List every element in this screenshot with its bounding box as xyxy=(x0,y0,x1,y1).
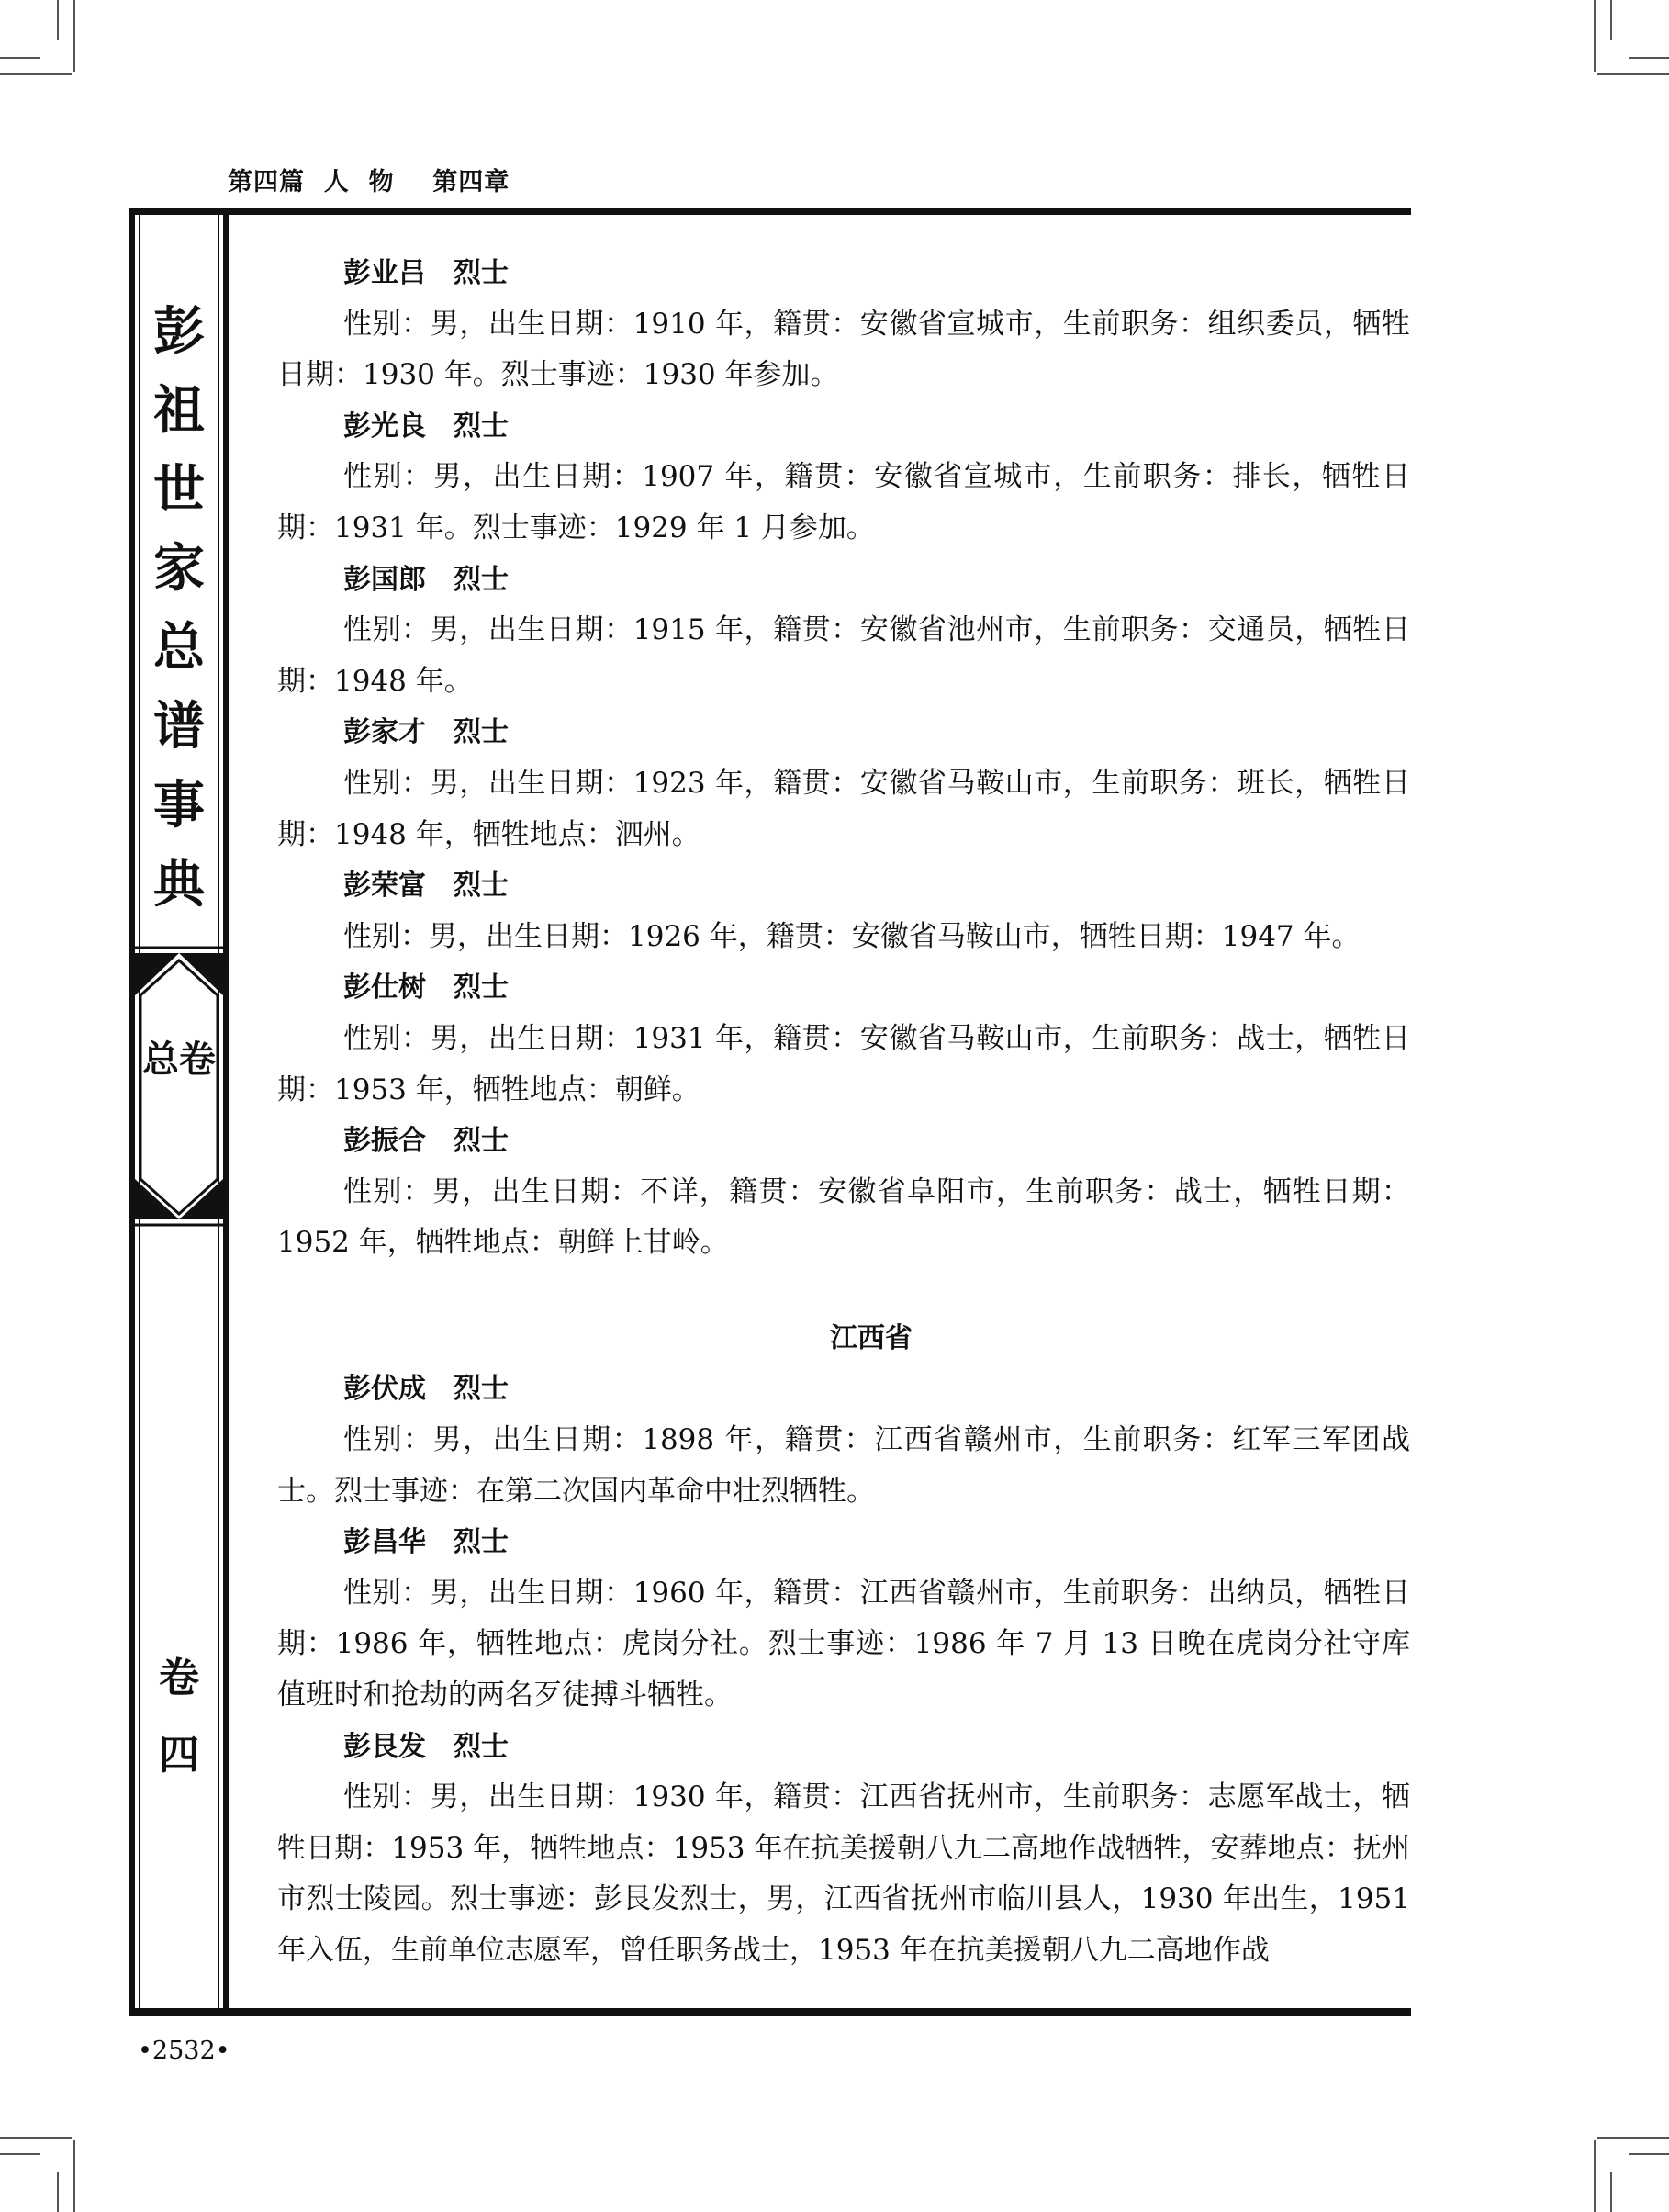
entry-name: 彭家才 烈士 xyxy=(343,716,509,749)
entry-name: 彭业吕 烈士 xyxy=(343,257,509,289)
top-rule xyxy=(129,208,1411,215)
main-content xyxy=(277,248,1410,1977)
entry-name: 彭振合 烈士 xyxy=(343,1125,509,1158)
entry-body: 性别：男，出生日期：不详，籍贯：安徽省阜阳市，生前职务：战士，牺牲日期：1952 年，牺牲地点：朝鲜上甘岭。 xyxy=(277,1174,1410,1260)
crop-mark xyxy=(1629,2153,1669,2155)
crop-mark xyxy=(73,0,75,72)
crop-mark xyxy=(1594,2140,1596,2212)
sidebar-book-title: 彭祖世家总谱事典 xyxy=(153,301,205,915)
entry-name: 彭光良 烈士 xyxy=(343,410,509,443)
crop-mark xyxy=(0,2137,72,2139)
crop-mark xyxy=(1610,0,1612,40)
crop-mark xyxy=(73,2140,75,2212)
entry-body: 性别：男，出生日期：1923 年，籍贯：安徽省马鞍山市，生前职务：班长，牺牲日期：1948 年，牺牲地点：泗州。 xyxy=(277,766,1410,851)
crop-mark xyxy=(1594,0,1596,72)
entry-name: 彭昌华 烈士 xyxy=(343,1526,509,1559)
province-heading: 江西省 xyxy=(830,1321,913,1354)
entry-name: 彭伏成 烈士 xyxy=(343,1373,509,1406)
entry-body: 性别：男，出生日期：1907 年，籍贯：安徽省宣城市，生前职务：排长，牺牲日期：1931 年。烈士事迹：1929 年 1 月参加。 xyxy=(277,460,1410,545)
bottom-rule xyxy=(129,2008,1411,2016)
entry-body: 性别：男，出生日期：1931 年，籍贯：安徽省马鞍山市，生前职务：战士，牺牲日期：1953 年，牺牲地点：朝鲜。 xyxy=(277,1021,1410,1106)
crop-mark xyxy=(1597,2137,1669,2139)
entry-name: 彭艮发 烈士 xyxy=(343,1730,509,1763)
sidebar-section-label: 卷四 xyxy=(159,1655,199,1779)
entry-name: 彭荣富 烈士 xyxy=(343,870,509,903)
entry-body: 性别：男，出生日期：1910 年，籍贯：安徽省宣城市，生前职务：组织委员，牺牲日期：1930 年。烈士事迹：1930 年参加。 xyxy=(277,307,1410,392)
entry-body: 性别：男，出生日期：1926 年，籍贯：安徽省马鞍山市，牺牲日期：1947 年。 xyxy=(343,919,1361,953)
crop-mark xyxy=(57,2172,59,2212)
crop-mark xyxy=(0,2153,40,2155)
entry-body: 性别：男，出生日期：1930 年，籍贯：江西省抚州市，生前职务：志愿军战士，牺牲日期：1953 年，牺牲地点：1953 年在抗美援朝八九二高地作战牺牲，安葬地点：抚州市烈士陵园。烈士事迹：彭艮发烈士，男，江西省抚州市临川县人，1930 年出生，1951 年入伍，生前单位志愿军，曾任职务战士，1953 年在抗美援朝八九二高地作战 xyxy=(277,1780,1410,1967)
crop-mark xyxy=(57,0,59,40)
entry-name: 彭国郎 烈士 xyxy=(343,563,509,596)
crop-mark xyxy=(0,73,72,75)
entry-name: 彭仕树 烈士 xyxy=(343,971,509,1005)
crop-mark xyxy=(1610,2172,1612,2212)
entry-body: 性别：男，出生日期：1915 年，籍贯：安徽省池州市，生前职务：交通员，牺牲日期：1948 年。 xyxy=(277,613,1410,698)
page-number: •2532• xyxy=(138,2037,230,2065)
crop-mark xyxy=(1629,57,1669,59)
crop-mark xyxy=(1597,73,1669,75)
sidebar-volume-label: 总卷 xyxy=(142,1039,216,1081)
entry-body: 性别：男，出生日期：1898 年，籍贯：江西省赣州市，生前职务：红军三军团战士。烈士事迹：在第二次国内革命中壮烈牺牲。 xyxy=(277,1423,1410,1508)
entry-body: 性别：男，出生日期：1960 年，籍贯：江西省赣州市，生前职务：出纳员，牺牲日期：1986 年，牺牲地点：虎岗分社。烈士事迹：1986 年 7 月 13 日晚在虎岗分社守库值班时和抢劫的两名歹徒搏斗牺牲。 xyxy=(277,1576,1410,1712)
running-header: 第四篇 人 物 第四章 xyxy=(228,168,510,196)
crop-mark xyxy=(0,57,40,59)
